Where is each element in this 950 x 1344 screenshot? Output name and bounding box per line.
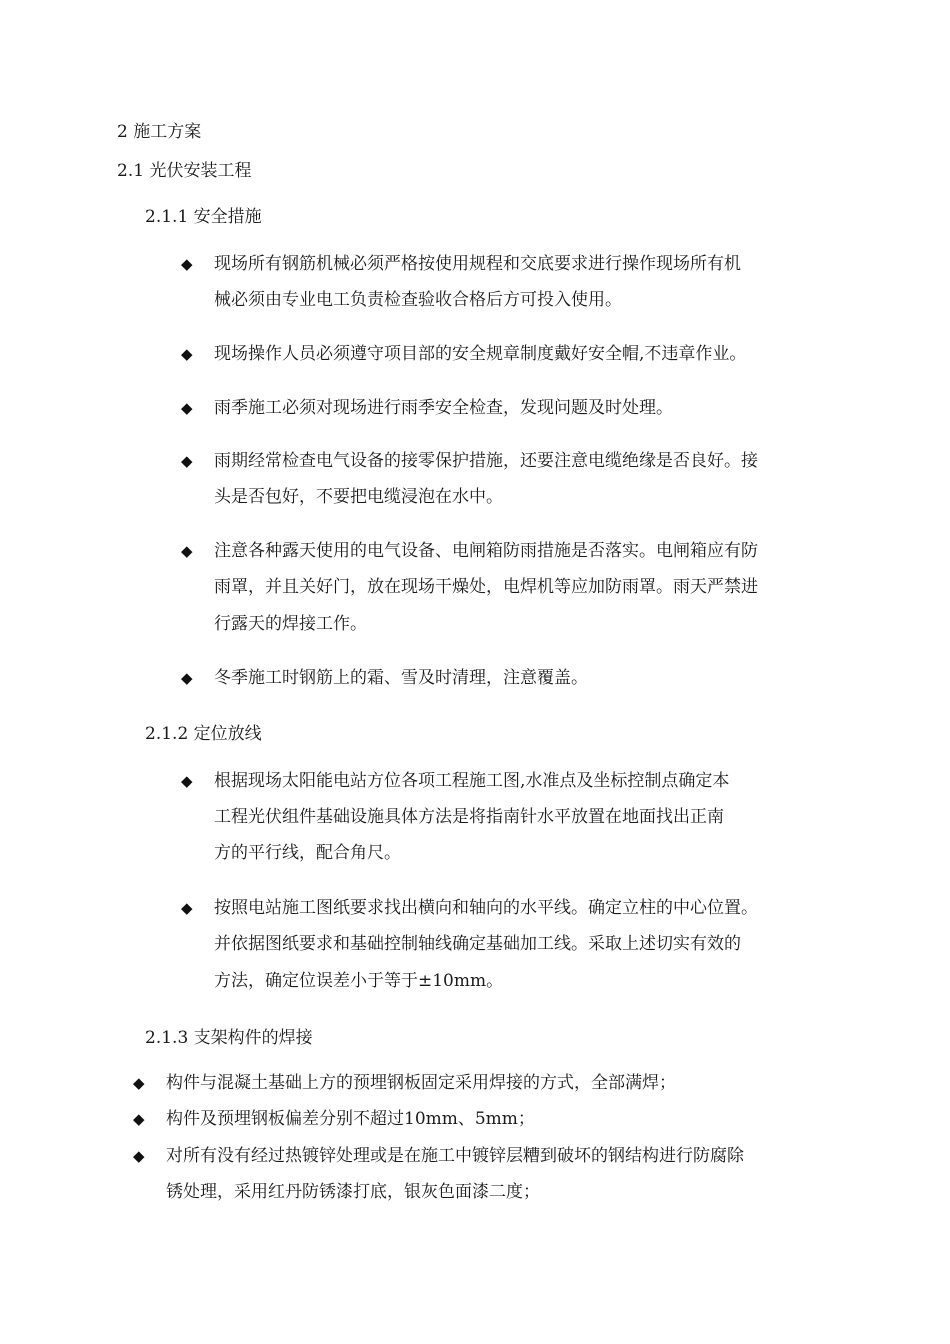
list-item-line: 根据现场太阳能电站方位各项工程施工图,水准点及坐标控制点确定本: [214, 771, 730, 791]
heading-safety-measures: 2.1.1 安全措施: [145, 207, 262, 227]
list-item-line: 现场所有钢筋机械必须严格按使用规程和交底要求进行操作现场所有机: [214, 254, 741, 274]
list-item-line: 方的平行线，配合角尺。: [214, 843, 401, 863]
list-item-line: 对所有没有经过热镀锌处理或是在施工中镀锌层糟到破坏的钢结构进行防腐除: [166, 1146, 744, 1166]
list-item-line: 行露天的焊接工作。: [214, 614, 367, 634]
list-item-line: 锈处理，采用红丹防锈漆打底，银灰色面漆二度；: [166, 1182, 540, 1202]
bullet-icon: ◆: [133, 1147, 145, 1165]
list-item-line: 构件及预埋钢板偏差分别不超过10mm、5mm；: [166, 1109, 535, 1129]
heading-welding: 2.1.3 支架构件的焊接: [145, 1028, 313, 1048]
list-item-line: 工程光伏组件基础设施具体方法是将指南针水平放置在地面找出正南: [214, 807, 724, 827]
list-item-line: 构件与混凝土基础上方的预埋钢板固定采用焊接的方式，全部满焊；: [166, 1073, 676, 1093]
list-item-line: 冬季施工时钢筋上的霜、雪及时清理，注意覆盖。: [214, 668, 588, 688]
heading-positioning: 2.1.2 定位放线: [145, 724, 262, 744]
list-item-line: 雨期经常检查电气设备的接零保护措施，还要注意电缆绝缘是否良好。接: [214, 451, 758, 471]
bullet-icon: ◆: [133, 1074, 145, 1092]
bullet-icon: ◆: [181, 255, 193, 273]
bullet-icon: ◆: [181, 452, 193, 470]
list-item-line: 注意各种露天使用的电气设备、电闸箱防雨措施是否落实。电闸箱应有防: [214, 541, 758, 561]
list-item-line: 械必须由专业电工负责检查验收合格后方可投入使用。: [214, 290, 622, 310]
subsection-title: 2.1 光伏安装工程: [117, 161, 252, 181]
bullet-icon: ◆: [181, 399, 193, 417]
bullet-icon: ◆: [181, 345, 193, 363]
list-item-line: 并依据图纸要求和基础控制轴线确定基础加工线。采取上述切实有效的: [214, 934, 741, 954]
section-title: 2 施工方案: [117, 122, 202, 142]
bullet-icon: ◆: [181, 772, 193, 790]
bullet-icon: ◆: [181, 542, 193, 560]
bullet-icon: ◆: [181, 669, 193, 687]
list-item-line: 雨罩，并且关好门，放在现场干燥处，电焊机等应加防雨罩。雨天严禁进: [214, 577, 758, 597]
list-item-line: 按照电站施工图纸要求找出横向和轴向的水平线。确定立柱的中心位置。: [214, 898, 758, 918]
bullet-icon: ◆: [181, 899, 193, 917]
list-item-line: 雨季施工必须对现场进行雨季安全检查，发现问题及时处理。: [214, 398, 673, 418]
bullet-icon: ◆: [133, 1110, 145, 1128]
list-item-line: 方法，确定位误差小于等于±10mm。: [214, 971, 504, 991]
list-item-line: 头是否包好，不要把电缆浸泡在水中。: [214, 487, 503, 507]
list-item-line: 现场操作人员必须遵守项目部的安全规章制度戴好安全帽,不违章作业。: [214, 344, 747, 364]
